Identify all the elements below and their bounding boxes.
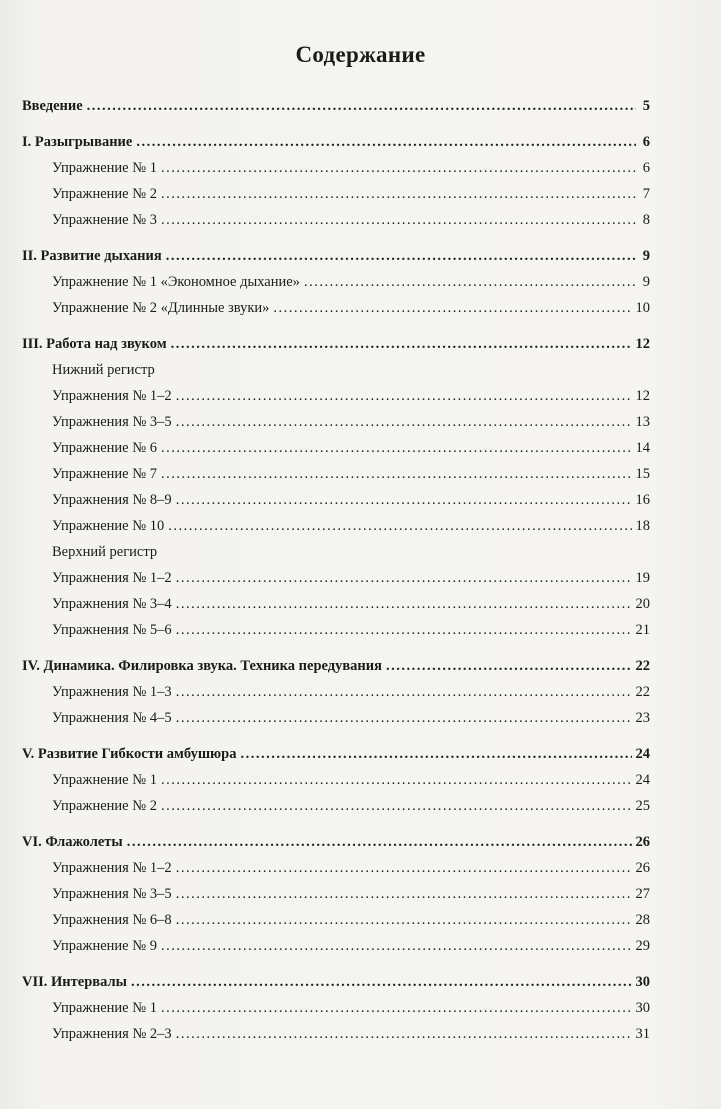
toc-section-row (22, 331, 650, 357)
toc-entry-label: Упражнение № 10 (52, 518, 165, 534)
toc-entry-label: Упражнения № 3–5 (52, 414, 172, 430)
toc-page-number: 6 (642, 134, 650, 150)
toc-page-number: 24 (635, 746, 650, 762)
toc-page-number: 18 (635, 518, 650, 534)
dot-leader (176, 1021, 632, 1047)
dot-leader (176, 565, 632, 591)
table-of-contents (22, 93, 650, 1047)
toc-page-number: 16 (635, 492, 650, 508)
section-gap (22, 819, 650, 829)
toc-entry-row (22, 383, 650, 409)
toc-page-number: 28 (635, 912, 650, 928)
dot-leader (127, 829, 632, 855)
toc-subheading (22, 357, 650, 383)
toc-entry-label: Упражнение № 3 (52, 212, 157, 228)
toc-page-number: 12 (635, 388, 650, 404)
toc-entry-row (22, 487, 650, 513)
toc-page-number: 10 (635, 300, 650, 316)
toc-entry-row (22, 591, 650, 617)
toc-page-number: 22 (635, 684, 650, 700)
section-gap (22, 119, 650, 129)
toc-entry-row (22, 881, 650, 907)
toc-entry-label: Упражнения № 6–8 (52, 912, 172, 928)
toc-entry-label: Упражнение № 2 (52, 186, 157, 202)
section-gap (22, 321, 650, 331)
toc-entry-label: Упражнения № 2–3 (52, 1026, 172, 1042)
dot-leader (176, 679, 632, 705)
dot-leader (168, 513, 631, 539)
toc-entry-label: Упражнение № 2 (52, 798, 157, 814)
dot-leader (161, 767, 632, 793)
dot-leader (161, 461, 632, 487)
toc-entry-row (22, 933, 650, 959)
toc-page-number: 7 (642, 186, 650, 202)
toc-entry-label: VI. Флажолеты (22, 834, 123, 850)
toc-entry-row (22, 1021, 650, 1047)
section-gap (22, 233, 650, 243)
toc-entry-row (22, 907, 650, 933)
toc-page-number: 26 (635, 834, 650, 850)
toc-section-row (22, 741, 650, 767)
toc-page-number: 5 (642, 98, 650, 114)
section-gap (22, 643, 650, 653)
dot-leader (161, 181, 636, 207)
dot-leader (161, 155, 636, 181)
toc-entry-label: Верхний регистр (52, 544, 158, 560)
toc-page-number: 22 (635, 658, 650, 674)
toc-entry-label: Введение (22, 98, 83, 114)
toc-entry-row (22, 793, 650, 819)
toc-page-number: 31 (635, 1026, 650, 1042)
toc-page-number: 23 (635, 710, 650, 726)
toc-page-number: 26 (635, 860, 650, 876)
toc-entry-label: Упражнения № 3–4 (52, 596, 172, 612)
dot-leader (176, 855, 632, 881)
toc-entry-row (22, 565, 650, 591)
toc-entry-label: I. Разыгрывание (22, 134, 133, 150)
toc-entry-row (22, 461, 650, 487)
toc-page-number: 30 (635, 974, 650, 990)
dot-leader (176, 705, 632, 731)
section-gap (22, 731, 650, 741)
toc-page-number: 29 (635, 938, 650, 954)
dot-leader (176, 487, 632, 513)
toc-entry-label: Упражнения № 5–6 (52, 622, 172, 638)
toc-entry-row (22, 181, 650, 207)
toc-page-number: 24 (635, 772, 650, 788)
toc-entry-label: Упражнение № 1 «Экономное дыхание» (52, 274, 300, 290)
toc-section-row (22, 653, 650, 679)
toc-page-number: 30 (635, 1000, 650, 1016)
dot-leader (136, 129, 636, 155)
toc-page-number: 21 (635, 622, 650, 638)
toc-page-number: 13 (635, 414, 650, 430)
toc-entry-row (22, 513, 650, 539)
dot-leader (176, 383, 632, 409)
toc-page-number: 9 (642, 274, 650, 290)
toc-entry-label: II. Развитие дыхания (22, 248, 162, 264)
toc-page-number: 27 (635, 886, 650, 902)
toc-entry-label: Упражнение № 1 (52, 160, 157, 176)
dot-leader (161, 207, 636, 233)
toc-entry-label: Упражнения № 1–2 (52, 388, 172, 404)
toc-entry-label: Упражнения № 8–9 (52, 492, 172, 508)
toc-entry-row (22, 269, 650, 295)
dot-leader (161, 435, 632, 461)
dot-leader (176, 409, 632, 435)
toc-entry-label: Упражнение № 2 «Длинные звуки» (52, 300, 270, 316)
toc-section-row (22, 243, 650, 269)
dot-leader (161, 793, 632, 819)
toc-entry-label: Упражнение № 1 (52, 1000, 157, 1016)
toc-entry-row (22, 855, 650, 881)
toc-entry-label: V. Развитие Гибкости амбушюра (22, 746, 237, 762)
toc-entry-row (22, 617, 650, 643)
toc-entry-label: Упражнения № 1–2 (52, 860, 172, 876)
page-title: Содержание (295, 42, 426, 67)
toc-entry-label: IV. Динамика. Филировка звука. Техника передувания (22, 658, 382, 674)
toc-section-row (22, 969, 650, 995)
toc-entry-label: VII. Интервалы (22, 974, 127, 990)
toc-entry-label: Упражнения № 3–5 (52, 886, 172, 902)
toc-page-number: 19 (635, 570, 650, 586)
dot-leader (161, 933, 632, 959)
toc-entry-row (22, 207, 650, 233)
toc-entry-label: Нижний регистр (52, 362, 155, 378)
toc-section-row (22, 829, 650, 855)
toc-entry-row (22, 155, 650, 181)
toc-entry-row (22, 705, 650, 731)
toc-entry-label: III. Работа над звуком (22, 336, 167, 352)
dot-leader (176, 907, 632, 933)
toc-page-number: 9 (642, 248, 650, 264)
toc-subheading (22, 539, 650, 565)
dot-leader (240, 741, 631, 767)
toc-entry-row (22, 295, 650, 321)
dot-leader (131, 969, 632, 995)
toc-entry-label: Упражнения № 4–5 (52, 710, 172, 726)
dot-leader (161, 995, 632, 1021)
dot-leader (166, 243, 636, 269)
toc-page-number: 8 (642, 212, 650, 228)
section-gap (22, 959, 650, 969)
toc-page-number: 15 (635, 466, 650, 482)
dot-leader (304, 269, 636, 295)
toc-entry-label: Упражнения № 1–3 (52, 684, 172, 700)
toc-page-number: 6 (642, 160, 650, 176)
toc-entry-label: Упражнение № 7 (52, 466, 157, 482)
toc-page-number: 20 (635, 596, 650, 612)
toc-page-number: 14 (635, 440, 650, 456)
toc-entry-row (22, 767, 650, 793)
toc-entry-row (22, 435, 650, 461)
toc-entry-row (22, 995, 650, 1021)
toc-page-number: 25 (635, 798, 650, 814)
toc-entry-row (22, 409, 650, 435)
toc-section-row (22, 93, 650, 119)
dot-leader (176, 591, 632, 617)
toc-entry-label: Упражнение № 6 (52, 440, 157, 456)
toc-entry-row (22, 679, 650, 705)
dot-leader (386, 653, 632, 679)
dot-leader (87, 93, 636, 119)
dot-leader (176, 617, 632, 643)
toc-page-number: 12 (635, 336, 650, 352)
toc-entry-label: Упражнение № 1 (52, 772, 157, 788)
toc-entry-label: Упражнение № 9 (52, 938, 157, 954)
dot-leader (273, 295, 631, 321)
toc-entry-label: Упражнения № 1–2 (52, 570, 172, 586)
toc-section-row (22, 129, 650, 155)
dot-leader (176, 881, 632, 907)
dot-leader (171, 331, 632, 357)
